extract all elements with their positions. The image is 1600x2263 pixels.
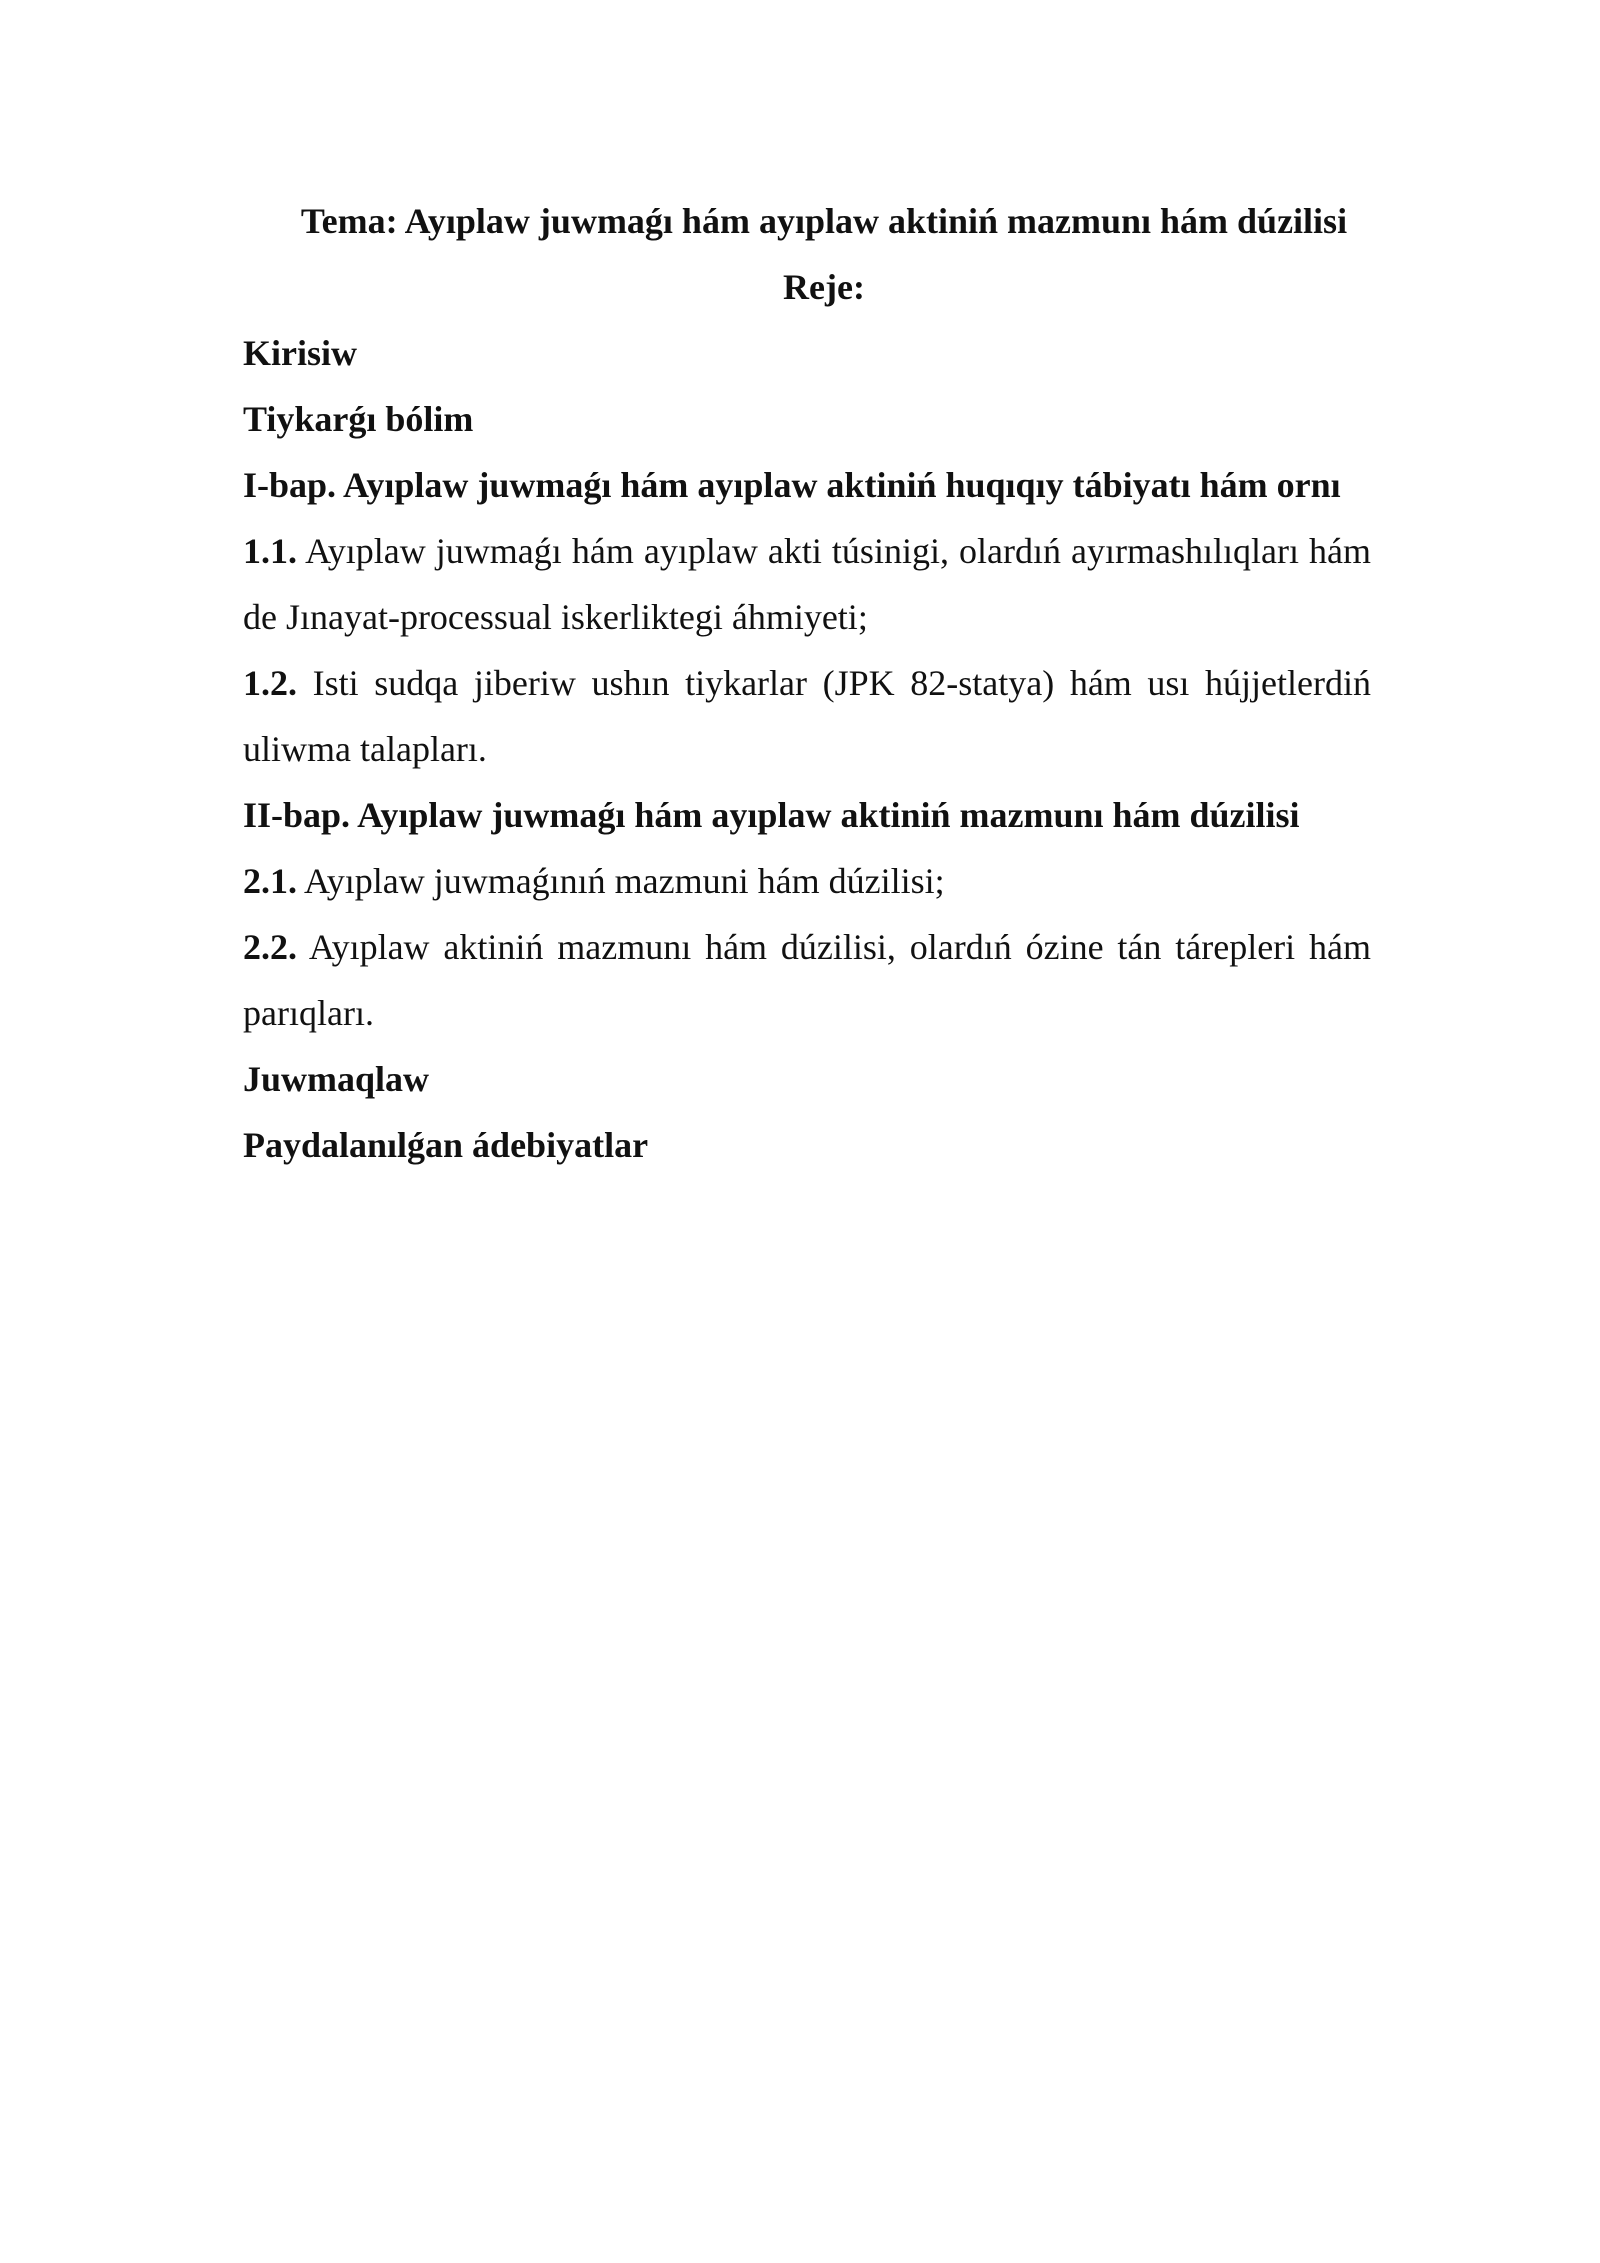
plan-section-2-1 xyxy=(243,848,1371,914)
plan-chapter-1: I-bap. Ayıplaw juwmaǵı hám ayıplaw aktiniń huqıqıy tábiyatı hám ornı xyxy=(243,465,1341,505)
plan-item-main-part: Tiykarǵı bólim xyxy=(243,399,474,439)
section-number: 2.2. xyxy=(243,927,297,967)
section-number: 2.1. xyxy=(243,861,297,901)
plan-item-conclusion: Juwmaqlaw xyxy=(243,1059,430,1099)
document-page xyxy=(243,188,1371,1178)
plan-item-references: Paydalanılǵan ádebiyatlar xyxy=(243,1125,649,1165)
section-number: 1.1. xyxy=(243,531,297,571)
section-text: Ayıplaw aktiniń mazmunı hám dúzilisi, olardıń ózine tán tárepleri hám parıqları. xyxy=(243,927,1372,1033)
section-text: Isti sudqa jiberiw ushın tiykarlar (JPK 82-statya) hám usı hújjetlerdiń uliwma talapları. xyxy=(243,663,1372,769)
plan-section-2-2 xyxy=(243,914,1371,1046)
section-text: Ayıplaw juwmaǵı hám ayıplaw akti túsinigi, olardıń ayırmashılıqları hám de Jınayat-processual iskerliktegi áhmiyeti; xyxy=(243,531,1372,637)
document-title: Tema: Ayıplaw juwmaǵı hám ayıplaw aktiniń mazmunı hám dúzilisi xyxy=(300,201,1348,241)
section-number: 1.2. xyxy=(243,663,297,703)
plan-section-1-1 xyxy=(243,518,1371,650)
plan-chapter-2: II-bap. Ayıplaw juwmaǵı hám ayıplaw aktiniń mazmunı hám dúzilisi xyxy=(243,795,1300,835)
plan-item-intro: Kirisiw xyxy=(243,333,357,373)
plan-section-1-2 xyxy=(243,650,1371,782)
plan-heading: Reje: xyxy=(783,267,865,307)
section-text: Ayıplaw juwmaǵınıń mazmuni hám dúzilisi; xyxy=(304,861,945,901)
